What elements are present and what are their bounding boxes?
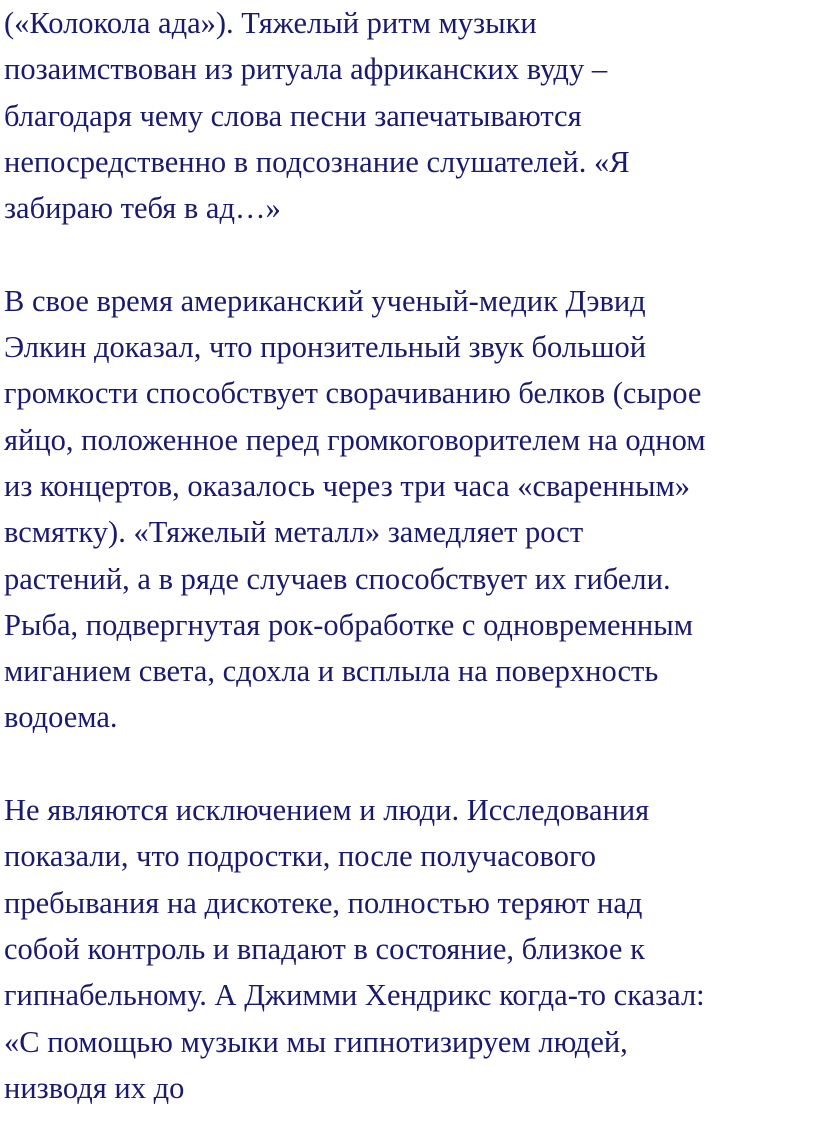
- text-line: пребывания на дискотеке, полностью теряют над: [4, 885, 643, 920]
- paragraph-gap: [4, 231, 816, 277]
- paragraph-gap: [4, 741, 816, 787]
- text-line: миганием света, сдохла и всплыла на поверхность: [4, 654, 659, 689]
- text-line: гипнабельному. А Джимми Хендрикс когда-то сказал:: [4, 978, 705, 1013]
- text-line: собой контроль и впадают в состояние, близкое к: [4, 931, 645, 966]
- paragraph-1: [4, 0, 816, 231]
- paragraph-2: [4, 278, 816, 741]
- text-line: громкости способствует сворачиванию белков (сырое: [4, 376, 702, 411]
- text-line: показали, что подростки, после получасового: [4, 839, 596, 874]
- text-line: благодаря чему слова песни запечатываются: [4, 98, 582, 133]
- text-line: непосредственно в подсознание слушателей. «Я: [4, 144, 630, 179]
- document-page: [4, 0, 816, 1111]
- text-line: яйцо, положенное перед громкоговорителем на одном: [4, 422, 706, 457]
- text-line: Рыба, подвергнутая рок-обработке с одновременным: [4, 607, 693, 642]
- text-line: «С помощью музыки мы гипнотизируем людей,: [4, 1024, 628, 1059]
- text-line: низводя их до: [4, 1070, 185, 1105]
- text-line: позаимствован из ритуала африканских вуду –: [4, 52, 608, 87]
- text-line: Элкин доказал, что пронзительный звук большой: [4, 330, 647, 365]
- text-line: забираю тебя в ад…»: [4, 191, 281, 226]
- text-line: всмятку). «Тяжелый металл» замедляет рост: [4, 515, 584, 550]
- text-line: растений, а в ряде случаев способствует их гибели.: [4, 561, 671, 596]
- text-line: («Колокола ада»). Тяжелый ритм музыки: [4, 6, 537, 40]
- text-line: Не являются исключением и люди. Исследования: [4, 793, 650, 828]
- text-line: водоема.: [4, 700, 118, 735]
- paragraph-3: [4, 787, 816, 1111]
- text-line: из концертов, оказалось через три часа «сваренным»: [4, 468, 691, 503]
- text-line: В свое время американский ученый-медик Дэвид: [4, 283, 646, 318]
